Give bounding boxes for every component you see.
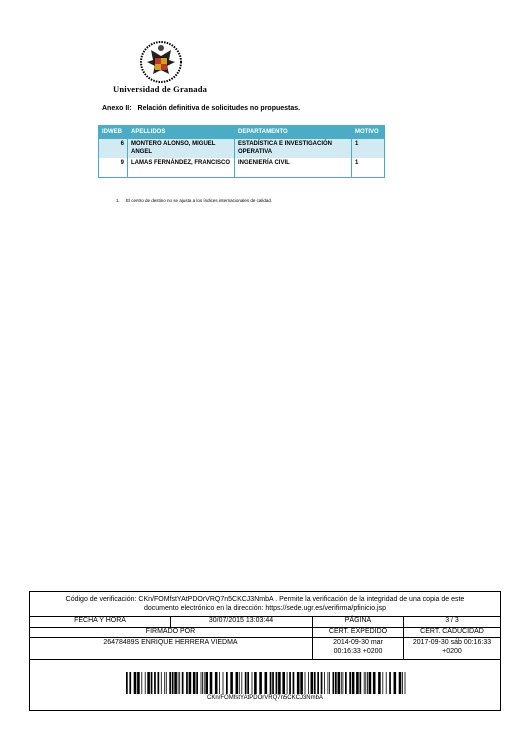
expedido-label: CERT. EXPEDIDO [328, 628, 388, 635]
pagina-label: PÁGINA [344, 617, 372, 624]
cert-expiry-line-2: +0200 [442, 648, 462, 655]
signer-name [30, 638, 311, 659]
cell-motivo: 1 [352, 158, 385, 178]
footnote-number: 1. [116, 198, 120, 203]
footnote-text: El centro de destino no se ajusta a los índices internacionales de calidad. [126, 198, 273, 203]
caducidad-label: CERT. CADUCIDAD [420, 628, 484, 635]
cert-issued-line-1: 2014-09-30 mar [333, 639, 383, 646]
column-header-apellidos: APELLIDOS [128, 126, 235, 139]
table-row [99, 139, 385, 159]
pagina-value: 3 / 3 [445, 617, 459, 624]
cert-issued-line-2: 00:16:33 +0200 [333, 648, 383, 655]
cell-apellidos: MONTERO ALONSO, MIGUEL ANGEL [128, 139, 235, 159]
cell-departamento: ESTADÍSTICA E INVESTIGACIÓN OPERATIVA [235, 139, 352, 159]
requests-table [98, 125, 385, 178]
annex-heading [102, 105, 300, 112]
verification-line-2: documento electrónico en la dirección: https://sede.ugr.es/verifirma/pfinicio.jsp [143, 605, 386, 612]
annex-number: Anexo II: [102, 105, 132, 112]
verification-barcode [126, 672, 406, 694]
verification-code [30, 592, 500, 617]
verification-line-1: Código de verificación: CKn/FOMfstYAtPDOrVRQ7n5CKCJ3NmbA . Permite la verificación de la integridad de una copia de este [65, 596, 465, 603]
electronic-signature-box [29, 591, 501, 711]
signer-name-text: 26478489S ENRIQUE HERRERA VIEDMA [103, 639, 238, 646]
fecha-label: FECHA Y HORA [74, 617, 126, 624]
date-page-row [30, 617, 500, 628]
signer-header-row [30, 628, 500, 638]
barcode-caption: CKn/FOMfstYAtPDOrVRQ7n5CKCJ3NmbA [207, 695, 323, 701]
column-header-motivo: MOTIVO [352, 126, 385, 139]
cert-expiry [404, 638, 500, 659]
firmado-label: FIRMADO POR [145, 628, 196, 635]
fecha-value: 30/07/2015 13:03:44 [208, 617, 274, 624]
footnote [116, 198, 272, 203]
university-crest-logo [137, 40, 185, 84]
cell-apellidos: LAMAS FERNÁNDEZ, FRANCISCO [128, 158, 235, 178]
cell-departamento: INGENIERÍA CIVIL [235, 158, 352, 178]
table-row [99, 158, 385, 178]
university-name: Universidad de Granada [113, 84, 208, 94]
cell-idweb: 9 [99, 158, 128, 178]
cert-issued [313, 638, 403, 659]
table-header-row [99, 126, 385, 139]
signer-row [30, 638, 500, 660]
cell-idweb: 6 [99, 139, 128, 159]
cert-expiry-line-1: 2017-09-30 sáb 00:16:33 [412, 639, 492, 646]
column-header-departamento: DEPARTAMENTO [235, 126, 352, 139]
cell-motivo: 1 [352, 139, 385, 159]
column-header-idweb: IDWEB [99, 126, 128, 139]
annex-title: Relación definitiva de solicitudes no propuestas. [137, 105, 301, 112]
